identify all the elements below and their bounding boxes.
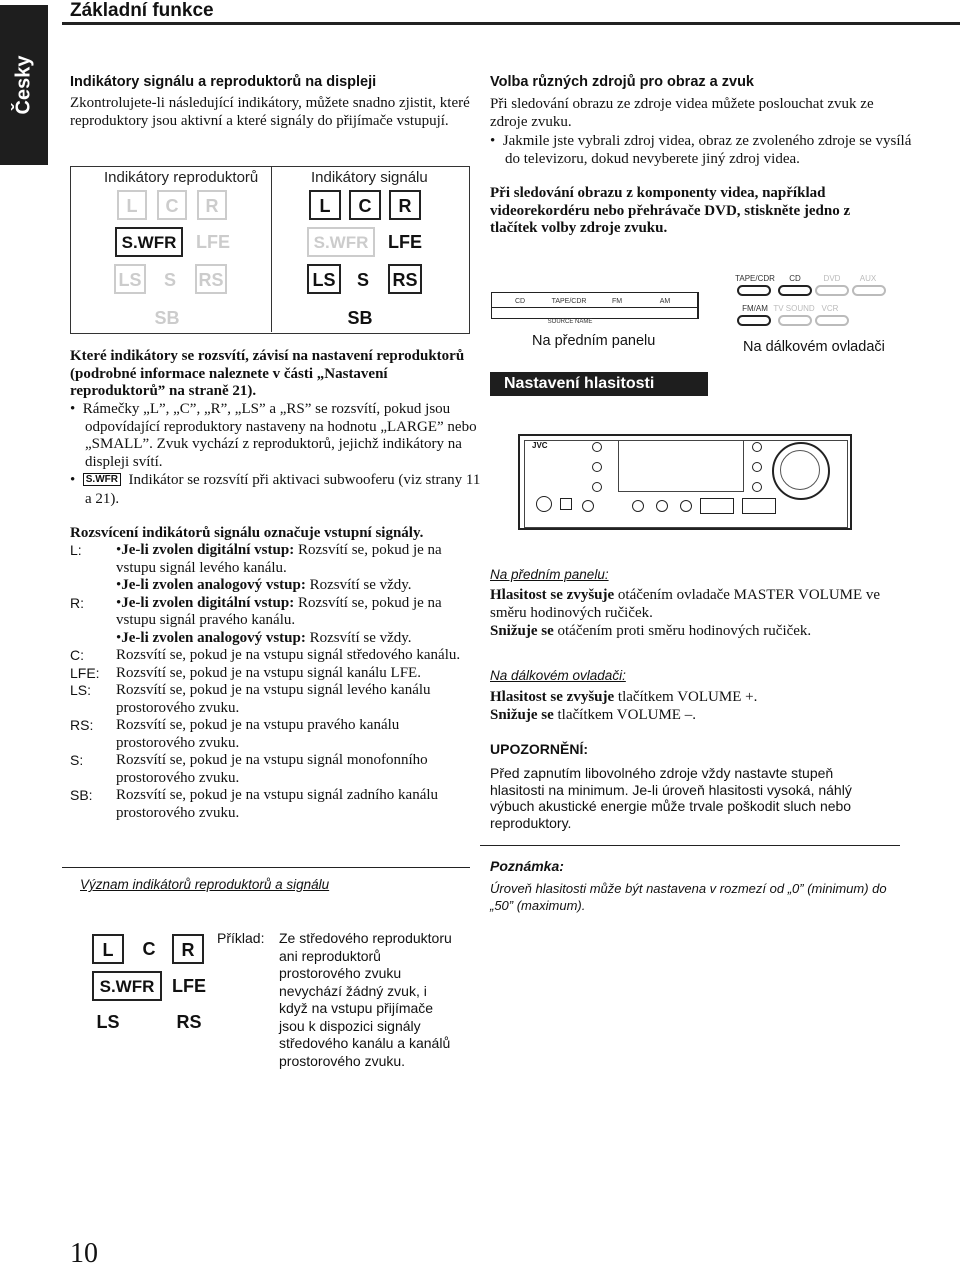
remote-volume-down: Snižuje se tlačítkem VOLUME –. bbox=[490, 707, 696, 723]
indicators-depends: Které indikátory se rozsvítí, závisí na nastavení reproduktorů (podrobné informace naleznete v části „Nastavení reproduktorů” na straně 21). bbox=[70, 348, 465, 399]
signal-row-sb bbox=[70, 787, 470, 822]
power-button[interactable] bbox=[536, 496, 552, 512]
remote-label-fm-am: FM/AM bbox=[742, 304, 768, 313]
front-volume-up: Hlasitost se zvyšuje otáčením ovladače MASTER VOLUME ve směru hodinových ručiček. bbox=[490, 587, 881, 621]
speaker-indicator-sb: SB bbox=[154, 308, 180, 328]
signal-key: LS: bbox=[70, 682, 92, 698]
knob-small bbox=[592, 442, 602, 452]
bullet-swfr-text: Indikátor se rozsvítí při aktivaci subwooferu (viz strany 11 a 21). bbox=[85, 472, 481, 507]
knob-small bbox=[592, 482, 602, 492]
remote-label-tv-sound: TV SOUND bbox=[773, 304, 815, 313]
language-tab bbox=[0, 5, 48, 165]
source-heading: Volba různých zdrojů pro obraz a zvuk bbox=[490, 74, 754, 90]
signal-panel-label: Indikátory signálu bbox=[311, 169, 428, 186]
remote-volume-up: Hlasitost se zvyšuje tlačítkem VOLUME +. bbox=[490, 689, 758, 705]
source-bullet: • Jakmile jste vybrali zdroj videa, obraz ze zvoleného zdroje se vysílá do televizoru, dokud nevyberete jiný zdroj videa. bbox=[490, 133, 912, 167]
page-number: 10 bbox=[70, 1238, 98, 1269]
brand-logo: JVC bbox=[532, 441, 548, 450]
source-instruction: Při sledování obrazu z komponenty videa, například videorekordéru nebo přehrávače DVD, stiskněte jedno z tlačítek volby zdroje zvuku. bbox=[490, 185, 851, 236]
signal-indicator-rs: RS bbox=[388, 264, 422, 294]
example-indicator-rs: RS bbox=[176, 1012, 202, 1032]
signal-key: LFE: bbox=[70, 664, 100, 681]
speaker-indicator-r: R bbox=[197, 190, 227, 220]
remote-button-fm-am[interactable] bbox=[737, 315, 771, 326]
panel-divider bbox=[271, 166, 272, 332]
master-volume-knob[interactable] bbox=[772, 442, 830, 500]
signal-row-c bbox=[70, 647, 470, 665]
volume-section-bar: Nastavení hlasitosti bbox=[490, 372, 708, 396]
remote-caption: Na dálkovém ovladači bbox=[743, 339, 885, 355]
example-text: Ze středového reproduktoru ani reproduktorů prostorového zvuku nevychází žádný zvuk, i když na vstupu přijímače jsou k dispozici signály středového kanálu a kanálů prostorového zvuku. bbox=[279, 930, 452, 1069]
caution-heading: UPOZORNĚNÍ: bbox=[490, 741, 588, 757]
front-button-am[interactable]: AM bbox=[659, 298, 671, 305]
front-button-tape-cdr[interactable]: TAPE/CDR bbox=[551, 298, 587, 305]
page-title: Základní funkce bbox=[70, 0, 214, 21]
source-name-label: SOURCE NAME bbox=[547, 319, 593, 325]
example-indicator-l: L bbox=[92, 934, 124, 964]
receiver-illustration bbox=[518, 434, 852, 530]
signal-row-l-analog bbox=[70, 577, 470, 595]
signal-desc: •Je-li zvolen analogový vstup: Rozsvítí se vždy. bbox=[116, 629, 412, 646]
language-tab-label: Česky bbox=[12, 55, 35, 115]
remote-button-vcr[interactable] bbox=[815, 315, 849, 326]
signal-key: RS: bbox=[70, 717, 94, 733]
remote-label-aux: AUX bbox=[859, 274, 877, 283]
signal-indicator-sb: SB bbox=[347, 308, 373, 328]
remote-label-cd: CD bbox=[789, 274, 801, 283]
remote-label-dvd: DVD bbox=[823, 274, 841, 283]
front-panel-subheading: Na předním panelu: bbox=[490, 567, 609, 582]
example-indicator-r: R bbox=[172, 934, 204, 964]
signal-row-s bbox=[70, 752, 470, 787]
speaker-indicator-c: C bbox=[157, 190, 187, 220]
swfr-inline-icon: S.WFR bbox=[83, 473, 121, 486]
caution-text: Před zapnutím libovolného zdroje vždy nastavte stupeň hlasitosti na minimum. Je-li úroveň hlasitosti vysoká, náhlý výbuch akustické energie může trvale poškodit sluch nebo reproduktory. bbox=[490, 765, 852, 831]
receiver-display bbox=[618, 440, 744, 492]
signal-row-l bbox=[70, 542, 470, 577]
signal-desc: •Je-li zvolen analogový vstup: Rozsvítí se vždy. bbox=[116, 577, 412, 593]
signal-key: R: bbox=[70, 594, 84, 611]
remote-button-aux[interactable] bbox=[852, 285, 886, 296]
remote-button-dvd[interactable] bbox=[815, 285, 849, 296]
note-heading: Poznámka: bbox=[490, 858, 564, 874]
signal-desc: Rozsvítí se, pokud je na vstupu signál kanálu LFE. bbox=[116, 664, 421, 681]
front-volume-down: Snižuje se otáčením proti směru hodinových ručiček. bbox=[490, 623, 812, 639]
signal-key: L: bbox=[70, 542, 82, 558]
speaker-indicator-l: L bbox=[117, 190, 147, 220]
remote-button-cd[interactable] bbox=[778, 285, 812, 296]
remote-label-tape-cdr: TAPE/CDR bbox=[735, 274, 775, 283]
signal-desc: Rozsvítí se, pokud je na vstupu signál středového kanálu. bbox=[116, 647, 461, 663]
front-panel-caption: Na předním panelu bbox=[532, 333, 656, 349]
signal-desc: •Je-li zvolen digitální vstup: Rozsvítí se, pokud je na vstupu signál pravého kanálu. bbox=[116, 594, 442, 628]
example-indicator-ls: LS bbox=[96, 1012, 120, 1032]
meaning-heading: Význam indikátorů reproduktorů a signálu bbox=[80, 877, 330, 892]
signal-row-rs bbox=[70, 717, 470, 752]
indicators-intro: Zkontrolujete-li následující indikátory, můžete snadno zjistit, které reproduktory jsou aktivní a které signály do přijímače vstupují. bbox=[70, 95, 470, 129]
signal-indicator-swfr: S.WFR bbox=[307, 227, 375, 257]
remote-label-vcr: VCR bbox=[821, 304, 839, 313]
signal-indicator-lfe: LFE bbox=[388, 232, 422, 252]
source-intro: Při sledování obrazu ze zdroje videa můžete poslouchat zvuk ze zdroje zvuku. bbox=[490, 96, 874, 130]
signal-desc: Rozsvítí se, pokud je na vstupu signál levého kanálu prostorového zvuku. bbox=[116, 682, 431, 716]
front-button-fm[interactable]: FM bbox=[611, 298, 623, 305]
signals-list bbox=[70, 542, 470, 822]
signal-row-lfe bbox=[70, 665, 470, 683]
bullet-frames-text: Rámečky „L”, „C”, „R”, „LS” a „RS” se rozsvítí, pokud jsou odpovídající reproduktory nastaveny na hodnotu „LARGE” nebo „SMALL”. Zvuk vychází z reproduktorů, jejichž indikátory na displeji svítí. bbox=[82, 401, 477, 470]
signal-key: SB: bbox=[70, 787, 93, 803]
front-button-cd[interactable]: CD bbox=[514, 298, 526, 305]
signal-desc: Rozsvítí se, pokud je na vstupu pravého kanálu prostorového zvuku. bbox=[116, 717, 400, 751]
signal-desc: Rozsvítí se, pokud je na vstupu signál monofonního prostorového zvuku. bbox=[116, 752, 428, 786]
speaker-indicator-lfe: LFE bbox=[196, 232, 230, 252]
signal-row-r-analog bbox=[70, 630, 470, 648]
knob-small bbox=[592, 462, 602, 472]
signal-key: C: bbox=[70, 647, 84, 663]
example-label: Příklad: bbox=[217, 930, 265, 946]
signal-row-r bbox=[70, 595, 470, 630]
signals-heading: Rozsvícení indikátorů signálu označuje vstupní signály. bbox=[70, 525, 424, 541]
signal-indicator-r: R bbox=[389, 190, 421, 220]
signal-indicator-l: L bbox=[309, 190, 341, 220]
note-rule bbox=[480, 845, 900, 846]
signal-indicator-s: S bbox=[356, 270, 369, 290]
speaker-indicator-ls: LS bbox=[114, 264, 146, 294]
indicators-heading: Indikátory signálu a reproduktorů na displeji bbox=[70, 74, 377, 90]
signal-desc: Rozsvítí se, pokud je na vstupu signál zadního kanálu prostorového zvuku. bbox=[116, 787, 439, 821]
note-text: Úroveň hlasitosti může být nastavena v rozmezí od „0” (minimum) do „50” (maximum). bbox=[490, 881, 887, 913]
speaker-panel-label: Indikátory reproduktorů bbox=[104, 169, 259, 186]
speaker-indicator-s: S bbox=[163, 270, 176, 290]
signal-key: S: bbox=[70, 752, 84, 768]
speaker-indicator-swfr: S.WFR bbox=[115, 227, 183, 257]
bullet-frames: • Rámečky „L”, „C”, „R”, „LS” a „RS” se rozsvítí, pokud jsou odpovídající reproduktory nastaveny na hodnotu „LARGE” nebo „SMALL”. Zvuk vychází z reproduktorů, jejichž indikátory na displeji svítí. bbox=[70, 401, 477, 470]
signal-indicator-c: C bbox=[349, 190, 381, 220]
example-indicator-lfe: LFE bbox=[172, 976, 206, 996]
signal-indicator-ls: LS bbox=[307, 264, 341, 294]
bullet-swfr: • S.WFR Indikátor se rozsvítí při aktivaci subwooferu (viz strany 11 a 21). bbox=[70, 472, 481, 507]
speaker-indicator-rs: RS bbox=[195, 264, 227, 294]
header-rule bbox=[62, 22, 960, 25]
remote-button-tv-sound[interactable] bbox=[778, 315, 812, 326]
example-indicator-swfr: S.WFR bbox=[92, 971, 162, 1001]
source-bullet-text: Jakmile jste vybrali zdroj videa, obraz ze zvoleného zdroje se vysílá do televizoru, dokud nevyberete jiný zdroj videa. bbox=[502, 133, 912, 167]
signal-desc: •Je-li zvolen digitální vstup: Rozsvítí se, pokud je na vstupu signál levého kanálu. bbox=[116, 542, 442, 576]
remote-subheading: Na dálkovém ovladači: bbox=[490, 668, 626, 683]
signal-row-ls bbox=[70, 682, 470, 717]
remote-button-tape-cdr[interactable] bbox=[737, 285, 771, 296]
meaning-rule bbox=[62, 867, 470, 868]
example-indicator-c: C bbox=[142, 939, 156, 959]
front-panel-buttons bbox=[491, 292, 699, 319]
